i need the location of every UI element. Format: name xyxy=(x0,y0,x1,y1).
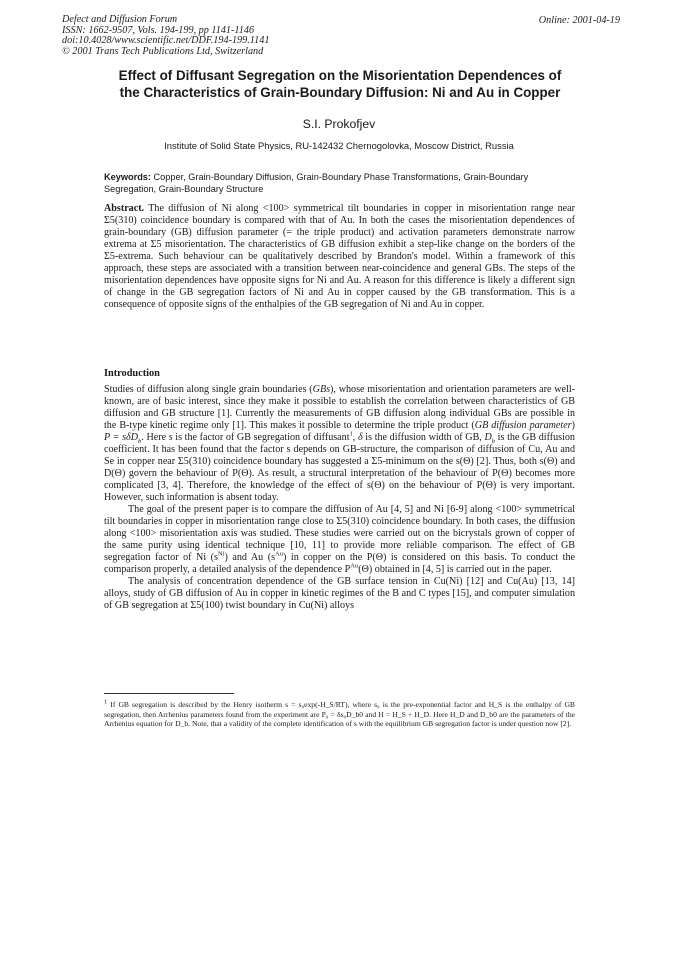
title-line-2: the Characteristics of Grain-Boundary Diffusion: Ni and Au in Copper xyxy=(119,84,561,100)
footnote-mark: 1 xyxy=(104,698,108,706)
abstract-label: Abstract. xyxy=(104,203,145,214)
keywords-text: Copper, Grain-Boundary Diffusion, Grain-Boundary Phase Transformations, Grain-Boundary Segregation, Grain-Boundary Structure xyxy=(104,172,529,194)
author-affiliation: Institute of Solid State Physics, RU-142432 Chernogolovka, Moscow District, Russia xyxy=(164,140,514,151)
online-date: Online: 2001-04-19 xyxy=(538,15,620,26)
abstract-text: The diffusion of Ni along <100> symmetrical tilt boundaries in copper in misorientation range near Σ5(310) coincidence boundary is compared with that of Au. In both the cases the misorientation dependences of grain-boundary (GB) diffusion parameter (= the triple product) and activation parameters demonstrate narrow extrema at Σ5 misorientation. The characteristics of GB diffusion exhibit a step-like change on the borders of the Σ5-extrema. Such behaviour can be qualitatively described by Brandon's model. Within a framework of this approach, these steps are associated with a transition between near-coincidence and general GBs. The steps of the misorientation dependences have opposite signs for Ni and Au. A reason for this difference is likely a different sign of change in the GB segregation factors of Ni and Au in copper caused by the GB transformation. This is a consequence of opposite signs of the enthalpies of the GB segregation of Ni and Au in copper. xyxy=(104,203,575,310)
title-line-1: Effect of Diffusant Segregation on the Misorientation Dependences of xyxy=(118,68,562,83)
keywords xyxy=(104,172,574,195)
issn-line: ISSN: 1662-9507, Vols. 194-199, pp 1141-1146 xyxy=(62,24,255,36)
doi-line: doi:10.4028/www.scientific.net/DDF.194-199.1141 xyxy=(62,35,270,47)
copyright-line: © 2001 Trans Tech Publications Ltd, Switzerland xyxy=(62,46,264,58)
triple-product-equation: P = sδD$_b$ xyxy=(104,432,142,446)
footnote-divider xyxy=(104,693,234,694)
footnote-text: If GB segregation is described by the Henry isotherm s = s₀exp(-H_S/RT), where s₀ is the pre-exponential factor and H_S is the enthalpy of GB segregation, then Arrhenius parameters found from the experiment are P₀ = δs₀D_b0 and H = H_S + H_D. Here H_D and D_b0 are the parameters of the Arrhenius equation for D_b. Note, that a validity of the complete identification of s with the equilibrium GB segregation factor is under question now [2]. xyxy=(104,700,575,729)
section-heading-introduction: Introduction xyxy=(104,368,160,379)
journal-header xyxy=(62,15,269,58)
paper-title xyxy=(80,68,600,101)
introduction-body xyxy=(104,384,575,612)
intro-paragraph-2: The goal of the present paper is to compare the diffusion of Au [4, 5] and Ni [6-9] along <100> symmetrical tilt boundaries in copper in misorientation range close to Σ5(310) coincidence boundary. In both cases, the diffusion along <100> misorientation axis was studied. These studies were carried out on the bicrystals grown of copper of the same purity using identical technique [10, 11] to provide more reliable comparison. The effect of GB segregation factor of Ni $(s^{Ni})$ and Au $(s^{Au})$ in copper on the P(Θ) is considered on this basis. To conduct the comparison properly, a detailed analysis of the dependence $P^{Au}(\Theta)$ obtained in [4, 5] is carried out in the paper. xyxy=(104,504,576,575)
footnote xyxy=(104,700,575,729)
intro-paragraph-3: The analysis of concentration dependence of the GB surface tension in Cu(Ni) [12] and Cu(Au) [13, 14] alloys, study of GB diffusion of Au in copper in kinetic regimes of the B and C types [15], and computer simulation of GB segregation at Σ5(100) twist boundary in Cu(Ni) alloys xyxy=(104,576,575,611)
keywords-label: Keywords: xyxy=(104,172,151,182)
abstract xyxy=(104,203,575,311)
intro-paragraph-1: Studies of diffusion along single grain boundaries (GBs), whose misorientation and orientation parameters are well-known, are of basic interest, since they make it possible to establish the correlation between characteristics of GB diffusion and GB structure [1]. Currently the measurements of GB diffusion along individual GBs are possible in the B-type kinetic regime only [1]. This makes it possible to determine the triple product (GB diffusion parameter) P = sδD$_b$. Here s is the factor of GB segregation of diffusant$^1$, δ is the diffusion width of GB, $D_b$ is the GB diffusion coefficient. It has been found that the factor s depends on GB-structure, the comparison of diffusion of Cu, Au and Se in copper near Σ5(310) coincidence boundary has suggested a Σ5-minimum on the s(Θ) [2]. Thus, both s(Θ) and D(Θ) govern the behaviour of P(Θ). As result, a structural interpretation of the behaviour of P(Θ) becomes more complicated [3, 4]. Therefore, the knowledge of the effect of s(Θ) on the behaviour of P(Θ) is very important. However, such information is absent today. xyxy=(104,384,575,503)
author-name: S.I. Prokofjev xyxy=(302,117,376,131)
footnote-ref: 1 xyxy=(349,430,353,438)
journal-name: Defect and Diffusion Forum xyxy=(62,14,178,25)
